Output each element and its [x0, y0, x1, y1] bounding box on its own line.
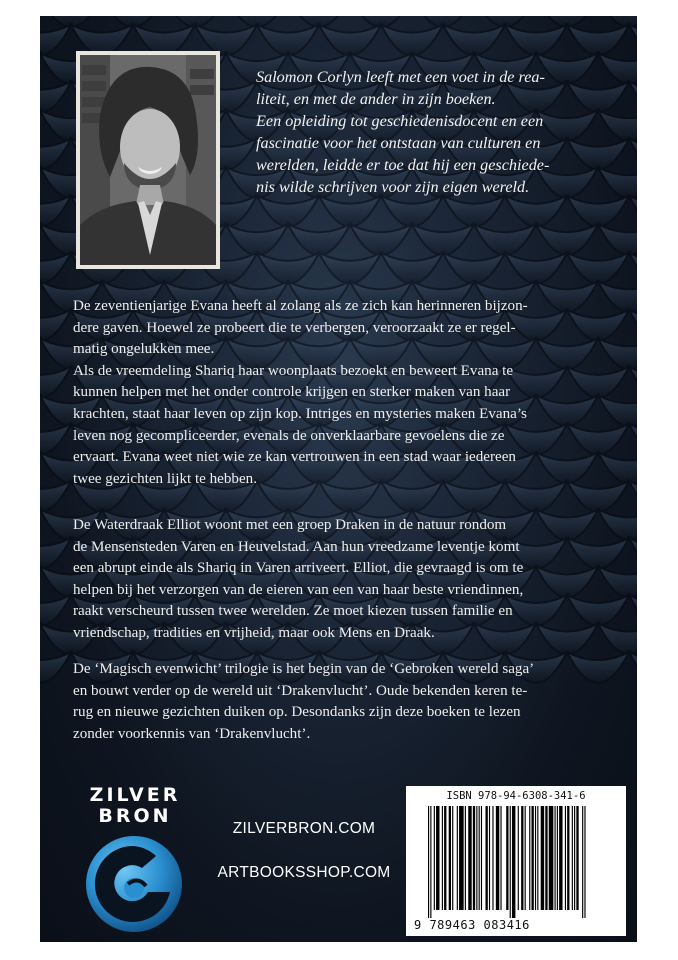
publisher-logo-text-bottom: BRON — [98, 805, 172, 827]
author-bio-line: werelden, leidde er toe dat hij een geschiede- — [256, 156, 550, 174]
barcode-bar — [473, 806, 475, 910]
barcode-bar — [557, 806, 558, 910]
scale-shape — [257, 196, 319, 227]
blurb-paragraph-1 — [73, 296, 599, 490]
scale-shape — [40, 196, 71, 227]
barcode-bar — [489, 806, 490, 910]
barcode-bar — [492, 806, 493, 910]
blurb-line: een abrupt einde als Shariq in Varen arriveert. Elliot, die gevraagd is om te — [73, 560, 524, 577]
scale-shape — [443, 25, 505, 56]
scale-shape — [505, 25, 567, 56]
blurb-line: dere gaven. Hoewel ze probeert die te verbergen, veroorzaakt ze er regel- — [73, 319, 516, 336]
barcode-bar — [518, 806, 519, 910]
scale-shape — [381, 253, 443, 284]
scale-shape — [40, 25, 71, 56]
barcode-bar — [428, 806, 429, 918]
scale-shape — [40, 652, 71, 683]
scale-shape — [629, 196, 637, 227]
barcode-bar — [442, 806, 443, 910]
scale-shape — [443, 196, 505, 227]
scale-shape — [629, 652, 637, 683]
barcode-bar — [541, 806, 544, 910]
barcode-bar — [576, 806, 578, 910]
author-bio-line: Een opleiding tot geschiedenisdocent en een — [256, 112, 544, 130]
barcode-bar — [500, 806, 501, 910]
scale-shape — [40, 82, 71, 113]
scale-shape — [629, 310, 637, 341]
scale-shape — [629, 82, 637, 113]
scale-shape — [381, 196, 443, 227]
blurb-line: De zeventienjarige Evana heeft al zolang als ze zich kan herinneren bijzon- — [73, 298, 528, 314]
barcode-bar — [436, 806, 439, 910]
blurb-line: de Mensensteden Varen en Heuvelstad. Aan hun vreedzame leventje komt — [73, 538, 520, 555]
barcode-bar — [555, 806, 556, 910]
scale-shape — [629, 25, 637, 56]
blurb-paragraph-2 — [73, 515, 599, 645]
barcode-bar — [567, 806, 569, 910]
scale-shape — [40, 481, 71, 512]
barcode-bar — [532, 806, 534, 910]
publisher-logo-text-top: ZILVER — [89, 784, 181, 806]
blurb-line: kunnen helpen met het onder controle krijgen en sterker maken van haar — [73, 384, 511, 401]
barcode-bar — [535, 806, 536, 910]
author-bio-line: Salomon Corlyn leeft met een voet in de rea- — [256, 68, 545, 86]
barcode-bar — [529, 806, 530, 910]
publisher-logo-icon — [82, 832, 186, 936]
scale-shape — [40, 538, 71, 569]
scale-shape — [288, 224, 350, 255]
barcode-bar — [506, 806, 508, 910]
blurb-line: matig ongelukken mee. — [73, 341, 215, 358]
scale-shape — [40, 310, 71, 341]
scale-shape — [629, 595, 637, 626]
barcode-bar — [430, 806, 431, 918]
barcode-bar — [572, 806, 573, 910]
scale-shape — [350, 224, 412, 255]
barcode-bar — [459, 806, 464, 910]
barcode-bar — [486, 806, 488, 910]
barcode-bar — [537, 806, 538, 910]
isbn-barcode — [406, 786, 626, 936]
blurb-line: twee gezichten lijkt te hebben. — [73, 470, 257, 487]
scale-shape — [505, 196, 567, 227]
scale-shape — [319, 253, 381, 284]
barcode-bar — [525, 806, 526, 910]
barcode-bar — [521, 806, 523, 910]
website-link-zilverbron[interactable]: ZILVERBRON.COM — [232, 820, 376, 837]
blurb-line: krachten, staat haar leven op zijn kop. Intriges en mysteries maken Evana’s — [73, 405, 527, 422]
blurb-line: leven nog gecompliceerder, evenals de onverklaarbare gevoelens die ze — [73, 427, 505, 444]
barcode-bar — [457, 806, 458, 910]
scale-shape — [40, 595, 71, 626]
blurb-line: raakt verscheurd tussen twee werelden. Ze moet kiezen tussen familie en — [73, 603, 513, 620]
barcode-bar — [582, 806, 583, 918]
author-bio-line: liteit, en met de ander in zijn boeken. — [256, 90, 496, 108]
scale-shape — [257, 25, 319, 56]
barcode-bar — [479, 806, 480, 910]
scale-shape — [40, 253, 71, 284]
scale-shape — [505, 253, 567, 284]
barcode-bars — [428, 806, 614, 918]
blurb-line: vriendschap, tradities en vrijheid, maar ook Mens en Draak. — [73, 624, 435, 641]
author-bio-line: fascinatie voor het ontstaan van culturen en — [256, 134, 541, 152]
back-cover — [40, 16, 637, 942]
scale-shape — [40, 139, 71, 170]
website-link-artbooksshop[interactable]: ARTBOOKSSHOP.COM — [217, 864, 391, 881]
barcode-bar — [510, 806, 511, 918]
scale-shape — [567, 196, 629, 227]
barcode-bar — [434, 806, 435, 910]
blurb-line: ervaart. Evana weet niet wie ze kan vertrouwen in een stad waar iedereen — [73, 449, 516, 466]
scale-shape — [319, 196, 381, 227]
author-photo — [80, 55, 216, 265]
scale-shape — [629, 367, 637, 398]
scale-shape — [629, 139, 637, 170]
scale-shape — [536, 224, 598, 255]
scale-shape — [412, 224, 474, 255]
blurb-line: helpen bij het verzorgen van de eieren van een van haar beste vriendinnen, — [73, 581, 524, 598]
isbn-label: ISBN 978-94-6308-341-6 — [446, 790, 586, 802]
barcode-bar — [565, 806, 566, 910]
barcode-bar — [449, 806, 451, 910]
barcode-bar — [452, 806, 453, 910]
scale-shape — [567, 253, 629, 284]
barcode-bar — [481, 806, 482, 910]
blurb-paragraph-3 — [73, 659, 599, 745]
blurb-line: zonder voorkennis van ‘Drakenvlucht’. — [73, 725, 311, 742]
blurb-line: De ‘Magisch evenwicht’ trilogie is het begin van de ‘Gebroken wereld saga’ — [73, 661, 535, 677]
scale-shape — [629, 481, 637, 512]
scale-shape — [567, 25, 629, 56]
scale-shape — [226, 224, 288, 255]
author-bio-line: nis wilde schrijven voor zijn eigen wereld. — [256, 178, 530, 196]
scale-shape — [629, 253, 637, 284]
scale-shape — [629, 424, 637, 455]
barcode-bar — [476, 806, 477, 910]
scale-shape — [629, 538, 637, 569]
barcode-bar — [559, 806, 562, 910]
blurb-line: en bouwt verder op de wereld uit ‘Drakenvlucht’. Oude bekenden keren te- — [73, 682, 528, 699]
barcode-bar — [468, 806, 471, 910]
scale-shape — [474, 224, 536, 255]
barcode-bar — [574, 806, 575, 910]
blurb-line: De Waterdraak Elliot woont met een groep Draken in de natuur rondom — [73, 517, 507, 533]
barcode-bar — [512, 806, 515, 918]
scale-shape — [381, 25, 443, 56]
scale-shape — [40, 424, 71, 455]
scale-shape — [443, 253, 505, 284]
barcode-bar — [545, 806, 547, 910]
barcode-bar — [549, 806, 554, 910]
scale-shape — [257, 253, 319, 284]
blurb-line: Als de vreemdeling Shariq haar woonplaats bezoekt en beweert Evana te — [73, 362, 514, 379]
scale-shape — [319, 25, 381, 56]
barcode-bar — [465, 806, 466, 910]
ean-digits: 9 789463 083416 — [414, 918, 530, 932]
scale-shape — [40, 367, 71, 398]
barcode-bar — [496, 806, 499, 910]
barcode-bar — [584, 806, 585, 918]
author-bio — [256, 66, 594, 198]
blurb-line: rug en nieuwe gezichten duiken op. Desondanks zijn deze boeken te lezen — [73, 704, 521, 721]
barcode-bar — [444, 806, 446, 910]
